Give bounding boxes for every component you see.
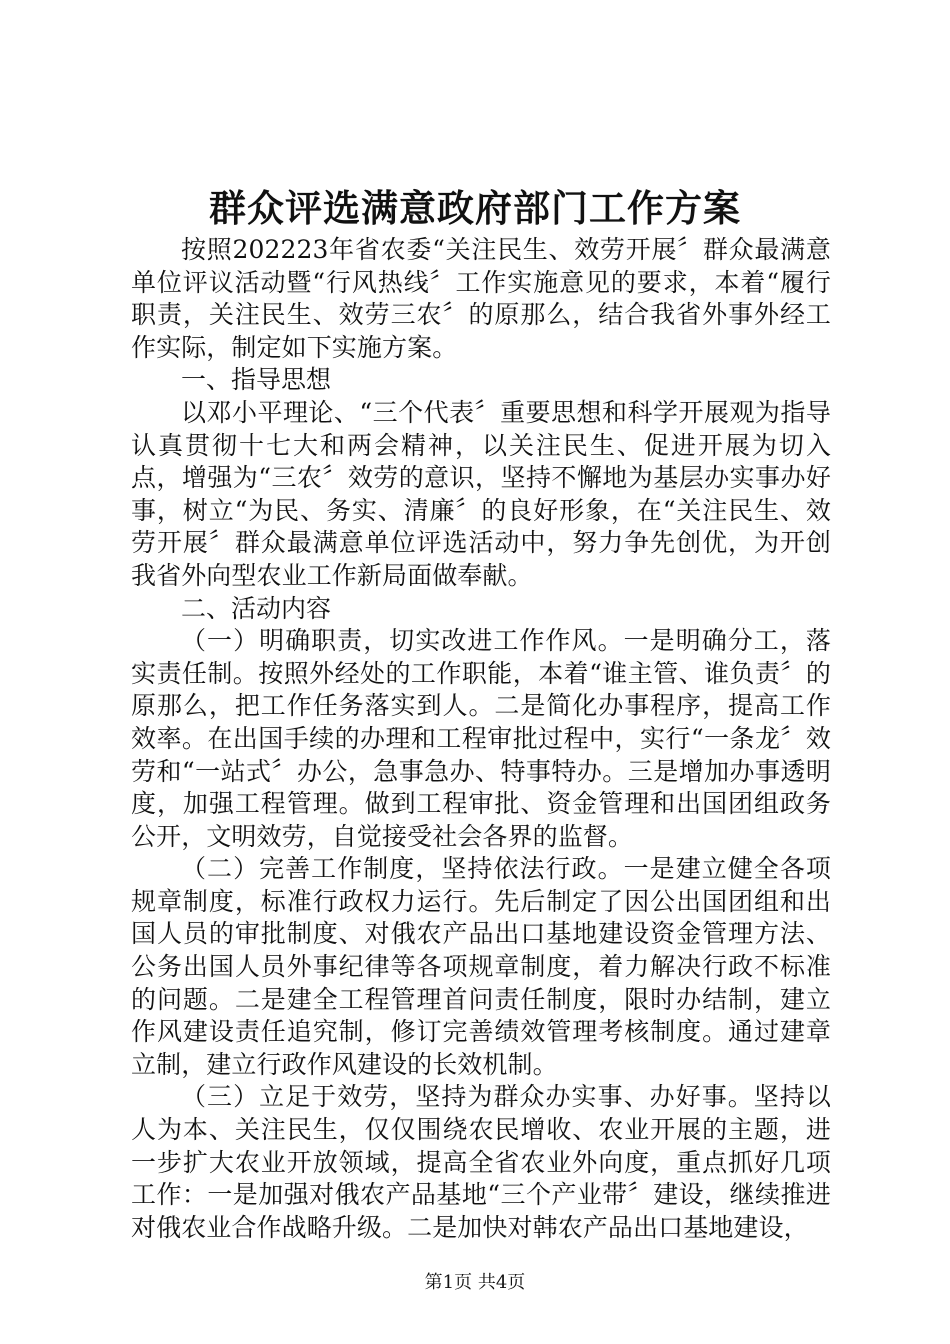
document-body — [131, 234, 831, 1244]
page-number-footer: 第1页 共4页 — [424, 1272, 526, 1293]
intro-paragraph: 按照202223年省农委“关注民生、效劳开展〞群众最满意单位评议活动暨“行风热线〞工作实施意见的要求，本着“履行职责，关注民生、效劳三农〞的原那么，结合我省外事外经工作实际，制定如下实施方案。 — [131, 235, 831, 362]
activity-item-2: （二）完善工作制度，坚持依法行政。一是建立健全各项规章制度，标准行政权力运行。先后制定了因公出国团组和出国人员的审批制度、对俄农产品出口基地建设资金管理方法、公务出国人员外事纪律等各项规章制度，着力解决行政不标准的问题。二是建全工程管理首问责任制度，限时办结制，建立作风建设责任追究制，修订完善绩效管理考核制度。通过建章立制，建立行政作风建设的长效机制。 — [131, 854, 831, 1079]
activity-item-1: （一）明确职责，切实改进工作作风。一是明确分工，落实责任制。按照外经处的工作职能，本着“谁主管、谁负责〞的原那么，把工作任务落实到人。二是简化办事程序，提高工作效率。在出国手续的办理和工程审批过程中，实行“一条龙〞效劳和“一站式〞办公，急事急办、特事特办。三是增加办事透明度，加强工程管理。做到工程审批、资金管理和出国团组政务公开，文明效劳，自觉接受社会各界的监督。 — [131, 626, 831, 851]
guiding-ideology-paragraph: 以邓小平理论、“三个代表〞重要思想和科学开展观为指导认真贯彻十七大和两会精神，以关注民生、促进开展为切入点，增强为“三农〞效劳的意识，坚持不懈地为基层办实事办好事，树立“为民、务实、清廉〞的良好形象，在“关注民生、效劳开展〞群众最满意单位评选活动中，努力争先创优，为开创我省外向型农业工作新局面做奉献。 — [131, 397, 831, 590]
section-heading-activity-content: 二、活动内容 — [181, 593, 332, 623]
activity-item-3: （三）立足于效劳，坚持为群众办实事、办好事。坚持以人为本、关注民生，仅仅围绕农民增收、农业开展的主题，进一步扩大农业开放领域，提高全省农业外向度，重点抓好几项工作：一是加强对俄农产品基地“三个产业带〞建设，继续推进对俄农业合作战略升级。二是加快对韩农产品出口基地建设， — [131, 1082, 831, 1242]
section-heading-guiding-ideology: 一、指导思想 — [181, 365, 332, 395]
document-title: 群众评选满意政府部门工作方案 — [209, 186, 741, 230]
